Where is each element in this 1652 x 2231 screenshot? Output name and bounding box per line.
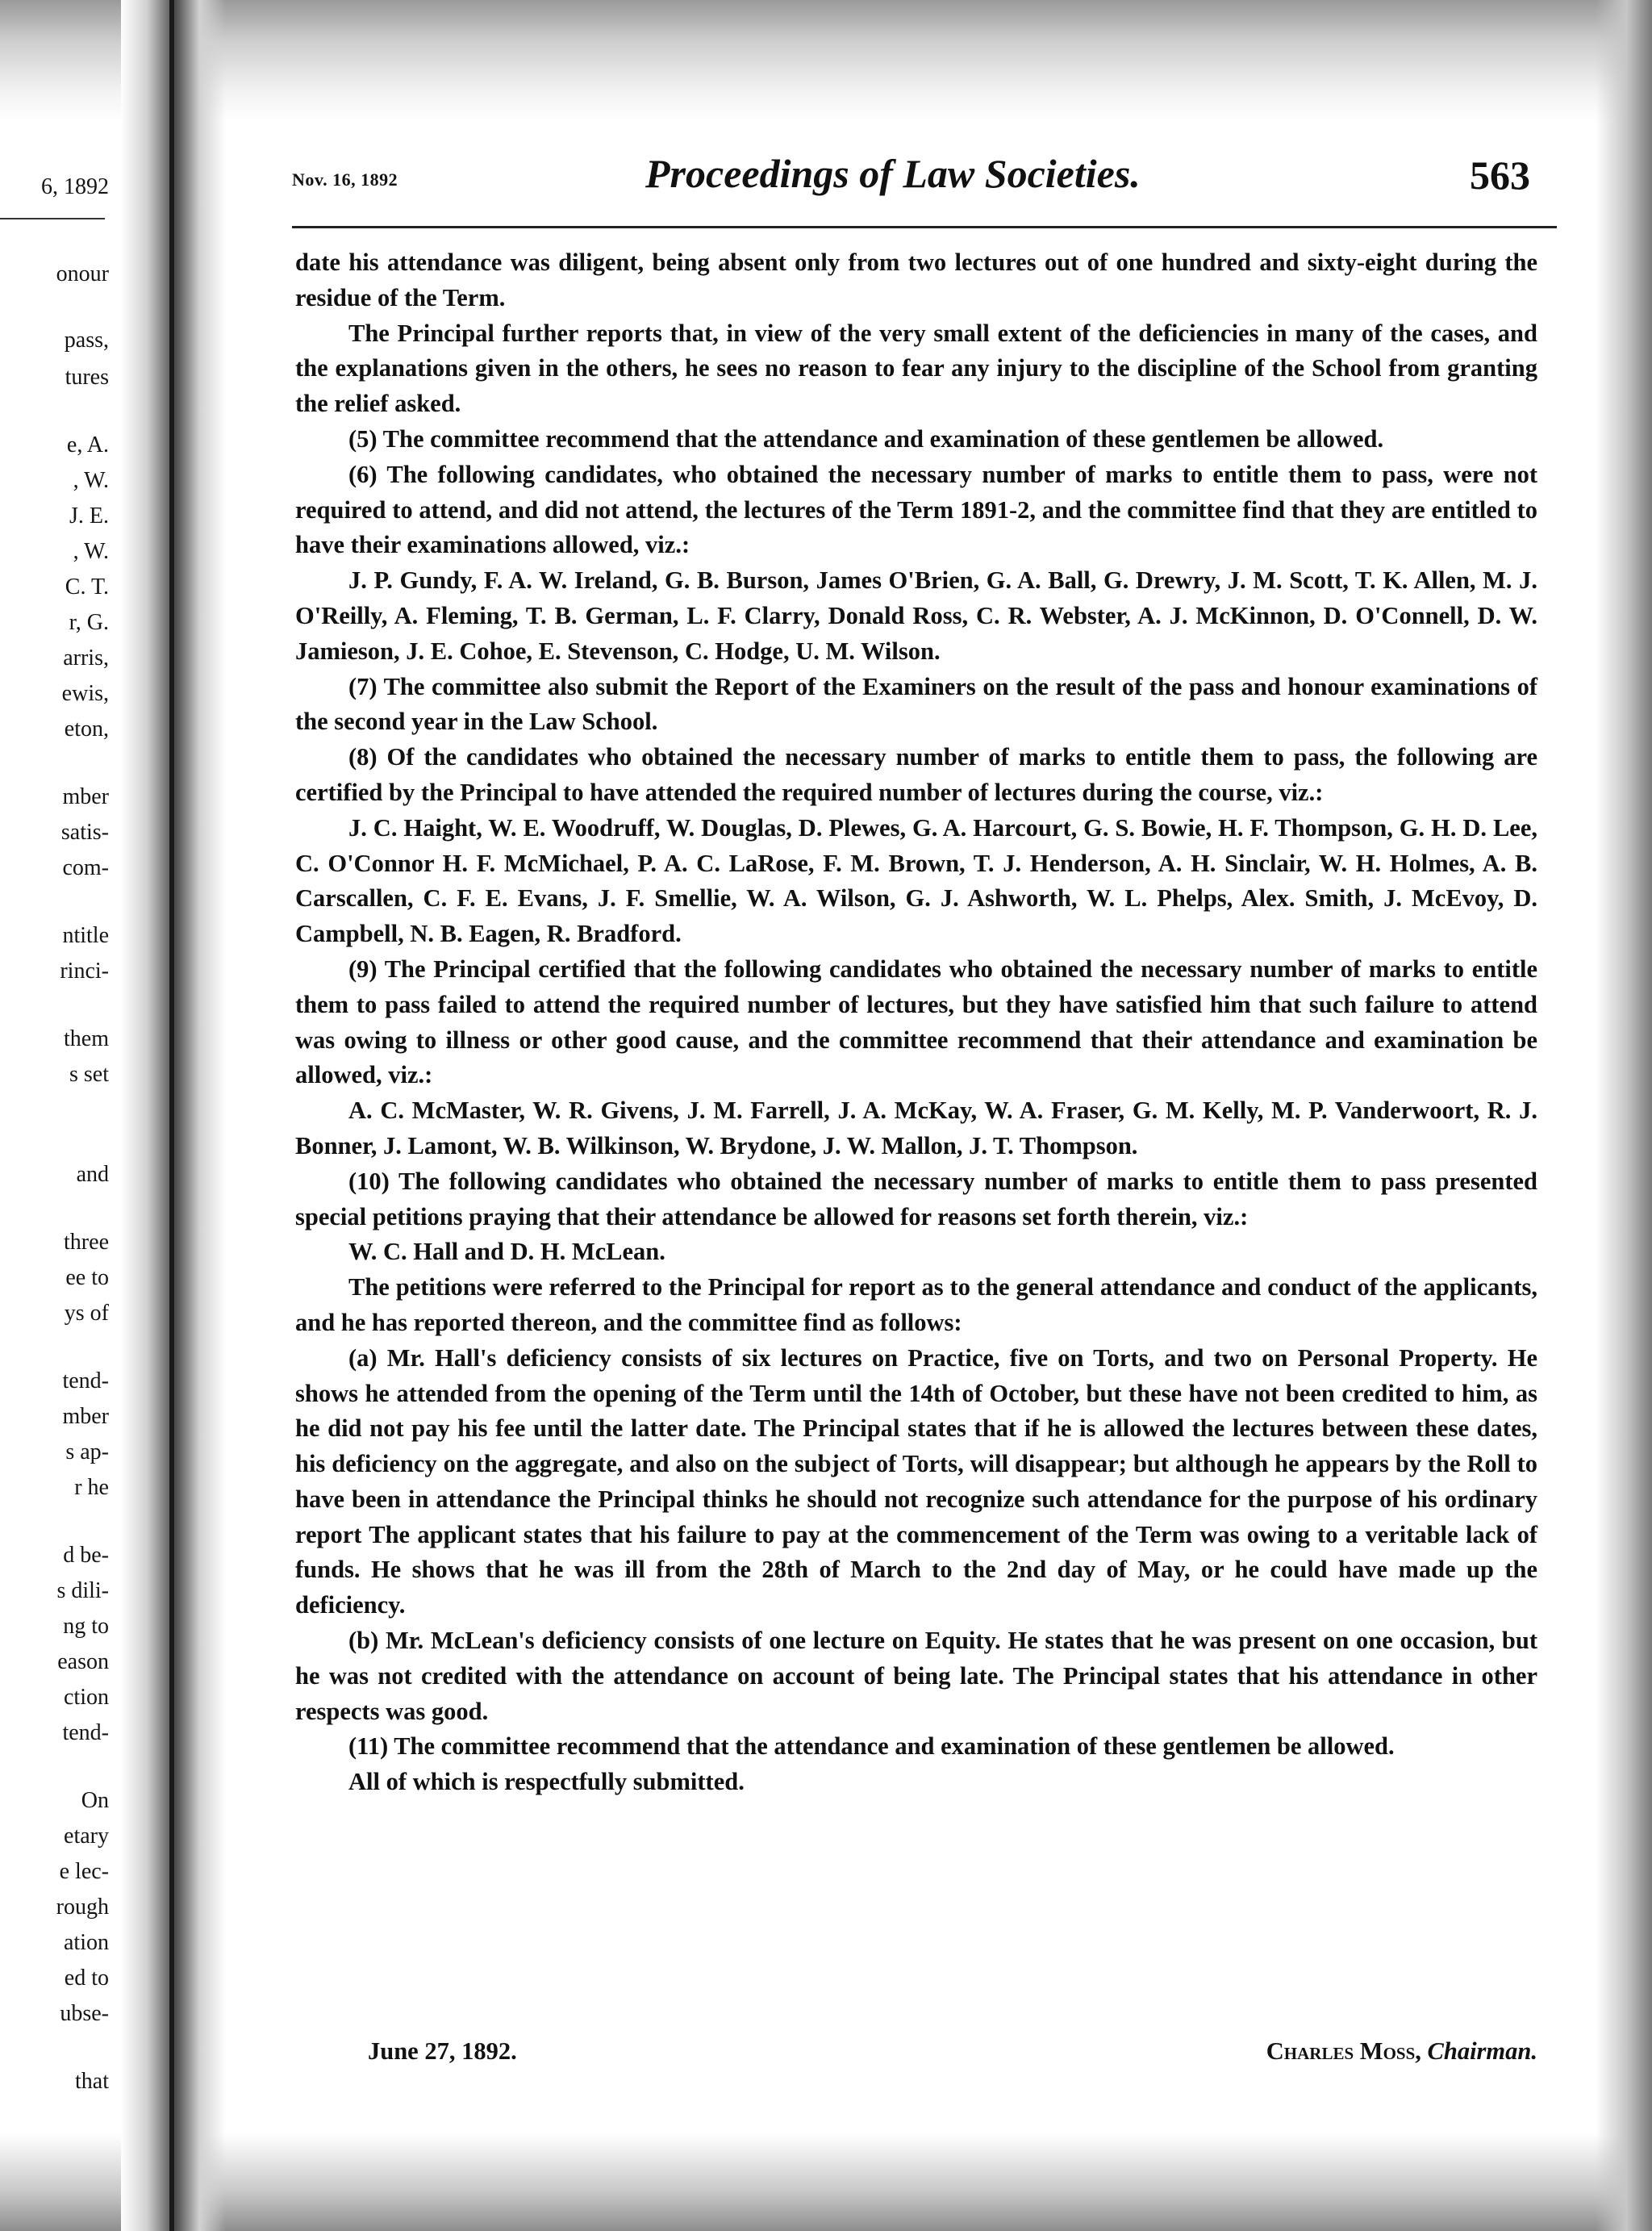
facing-page-text-fragment: d be-: [63, 1543, 109, 1568]
facing-page-text-fragment: s dili-: [56, 1578, 109, 1603]
facing-page-text-fragment: them: [64, 1026, 109, 1051]
facing-page-text-fragment: On: [81, 1788, 109, 1813]
chairman-name: Charles Moss,: [1266, 2037, 1421, 2065]
signature-date: June 27, 1892.: [368, 2037, 517, 2065]
facing-page-text-fragment: J. E.: [69, 503, 109, 529]
facing-page-text-fragment: com-: [62, 855, 109, 880]
paragraph-item-b: (b) Mr. McLean's deficiency consists of one lecture on Equity. He states that he was present on one occasion, but he was not credited with the attendance on account of being late. The Principal states that his attendance in other respects was good.: [295, 1627, 1537, 1725]
candidate-list-9: A. C. McMaster, W. R. Givens, J. M. Farrell, J. A. McKay, W. A. Fraser, G. M. Kelly, M. P. Vanderwoort, R. J. Bonner, J. Lamont, W. B. Wilkinson, W. Brydone, J. W. Mallon, J. T. Thompson.: [295, 1097, 1537, 1159]
facing-page-text-fragment: tures: [65, 365, 109, 390]
facing-page-text-fragment: satis-: [60, 820, 109, 845]
facing-page-text-fragment: ng to: [63, 1614, 109, 1639]
facing-page-text-fragment: three: [64, 1230, 109, 1255]
facing-page-text-fragment: , W.: [73, 539, 109, 564]
paragraph-item-9: (9) The Principal certified that the following candidates who obtained the necessary number of marks to entitle them to pass failed to attend the required number of lectures, but they have satisfied him that such failure to attend was owing to illness or other good cause, and the committee recommend that their attendance and examination be allowed, viz.:: [295, 955, 1537, 1089]
scan-shadow-top: [0, 0, 1652, 121]
facing-page-text-fragment: e lec-: [59, 1859, 109, 1884]
paragraph-item-6: (6) The following candidates, who obtained the necessary number of marks to entitle them to pass, were not required to attend, and did not attend, the lectures of the Term 1891-2, and the committee find that they are entitled to have their examinations allowed, viz.:: [295, 460, 1537, 559]
facing-page-text-fragment: onour: [56, 261, 109, 286]
facing-page-fragment: [0, 0, 121, 2231]
facing-page-text-fragment: rough: [56, 1895, 109, 1920]
scan-shadow-right: [1596, 0, 1652, 2231]
scan-shadow-bottom: [0, 2134, 1652, 2231]
facing-page-text-fragment: and: [76, 1162, 109, 1187]
candidate-list-8: J. C. Haight, W. E. Woodruff, W. Douglas, D. Plewes, G. A. Harcourt, G. S. Bowie, H. F. Thompson, G. H. D. Lee, C. O'Connor H. F. McMichael, P. A. C. LaRose, F. M. Brown, T. J. Henderson, A. H. Sinclair, W. H. Holmes, A. B. Carscallen, C. F. E. Evans, J. F. Smellie, W. A. Wilson, G. J. Ashworth, W. L. Phelps, Alex. Smith, J. McEvoy, D. Campbell, N. B. Eagen, R. Bradford.: [295, 813, 1537, 948]
facing-page-text-fragment: tend-: [62, 1720, 109, 1745]
facing-page-text-fragment: ation: [64, 1930, 109, 1955]
facing-page-text-fragment: e, A.: [66, 432, 109, 457]
facing-page-text-fragment: ntitle: [62, 923, 109, 948]
paragraph-principal-report: The Principal further reports that, in view of the very small extent of the deficiencies in many of the cases, and the explanations given in the others, he sees no reason to fear any injury to the discipline of the School from granting the relief asked.: [295, 319, 1537, 418]
paragraph-item-5: (5) The committee recommend that the attendance and examination of these gentlemen be allowed.: [348, 424, 1384, 453]
facing-page-text-fragment: eton,: [64, 717, 109, 742]
facing-page-text-fragment: ee to: [65, 1265, 109, 1290]
paragraph-item-11: (11) The committee recommend that the attendance and examination of these gentlemen be allowed.: [348, 1732, 1395, 1761]
chairman-role: Chairman.: [1427, 2037, 1537, 2065]
paragraph-item-10: (10) The following candidates who obtained the necessary number of marks to entitle them to pass presented special petitions praying that their attendance be allowed for reasons set forth therein, viz.:: [295, 1167, 1537, 1230]
facing-page-text-fragment: ewis,: [61, 681, 109, 706]
paragraph-closing: All of which is respectfully submitted.: [348, 1768, 745, 1796]
facing-page-text-fragment: eason: [57, 1649, 109, 1674]
signature-name: [1266, 2037, 1537, 2066]
facing-page-text-fragment: ed to: [64, 1966, 109, 1991]
paragraph-item-8: (8) Of the candidates who obtained the necessary number of marks to entitle them to pass, the following are certified by the Principal to have attended the required number of lectures during the course, viz.:: [295, 743, 1537, 806]
facing-page-text-fragment: , W.: [73, 468, 109, 493]
facing-page-text-fragment: arris,: [63, 645, 109, 671]
facing-page-text-fragment: s ap-: [65, 1439, 109, 1464]
facing-page-header-rule: [0, 218, 105, 219]
facing-page-text-fragment: etary: [64, 1824, 109, 1849]
facing-page-text-fragment: mber: [62, 784, 109, 809]
facing-page-text-fragment: ubse-: [60, 2001, 109, 2026]
facing-page-text-fragment: pass,: [64, 328, 109, 353]
report-body: [295, 245, 1537, 1800]
facing-page-text-fragment: s set: [69, 1062, 109, 1087]
facing-page-text-fragment: tend-: [62, 1368, 109, 1393]
paragraph-continuation: date his attendance was diligent, being absent only from two lectures out of one hundred and sixty-eight during the residue of the Term.: [295, 249, 1537, 311]
candidate-list-10: W. C. Hall and D. H. McLean.: [348, 1238, 665, 1266]
facing-page-text-fragment: 6, 1892: [41, 174, 109, 199]
paragraph-item-a: (a) Mr. Hall's deficiency consists of six lectures on Practice, five on Torts, and two on Personal Property. He shows he attended from the opening of the Term until the 14th of October, but these have not been credited to him, as he did not pay his fee until the latter date. The Principal states that if he is allowed the lectures between these dates, his deficiency on the aggregate, and also on the subject of Torts, will disappear; but although he appears by the Roll to have been in attendance the Principal thinks he should not recognize such attendance for the purpose of his ordinary report The applicant states that his failure to pay at the commencement of the Term was owing to a veritable lack of funds. He shows that he was ill from the 28th of March to the 2nd day of May, or he could have made up the deficiency.: [295, 1343, 1537, 1619]
paragraph-petitions: The petitions were referred to the Principal for report as to the general attendance and conduct of the applicants, and he has reported thereon, and the committee find as follows:: [295, 1273, 1537, 1336]
facing-page-text-fragment: mber: [62, 1404, 109, 1429]
facing-page-text-fragment: rinci-: [60, 959, 109, 984]
facing-page-text-fragment: r, G.: [69, 610, 109, 635]
header-date: Nov. 16, 1892: [292, 169, 398, 190]
header-rule: [292, 226, 1557, 228]
facing-page-text-fragment: ys of: [64, 1301, 109, 1326]
facing-page-text-fragment: ction: [64, 1685, 109, 1710]
facing-page-text-fragment: r he: [74, 1475, 109, 1500]
page-number: 563: [1470, 152, 1530, 198]
facing-page-text-fragment: C. T.: [65, 574, 109, 600]
binding-edge-line: [169, 0, 174, 2231]
page-title: Proceedings of Law Societies.: [645, 151, 1141, 196]
paragraph-item-7: (7) The committee also submit the Report of the Examiners on the result of the pass and honour examinations of the second year in the Law School.: [295, 672, 1537, 736]
facing-page-text-fragment: that: [75, 2069, 109, 2094]
candidate-list-6: J. P. Gundy, F. A. W. Ireland, G. B. Burson, James O'Brien, G. A. Ball, G. Drewry, J. M. Scott, T. K. Allen, M. J. O'Reilly, A. Fleming, T. B. German, L. F. Clarry, Donald Ross, C. R. Webster, A. J. McKinnon, D. O'Connell, D. W. Jamieson, J. E. Cohoe, E. Stevenson, C. Hodge, U. M. Wilson.: [295, 566, 1537, 665]
